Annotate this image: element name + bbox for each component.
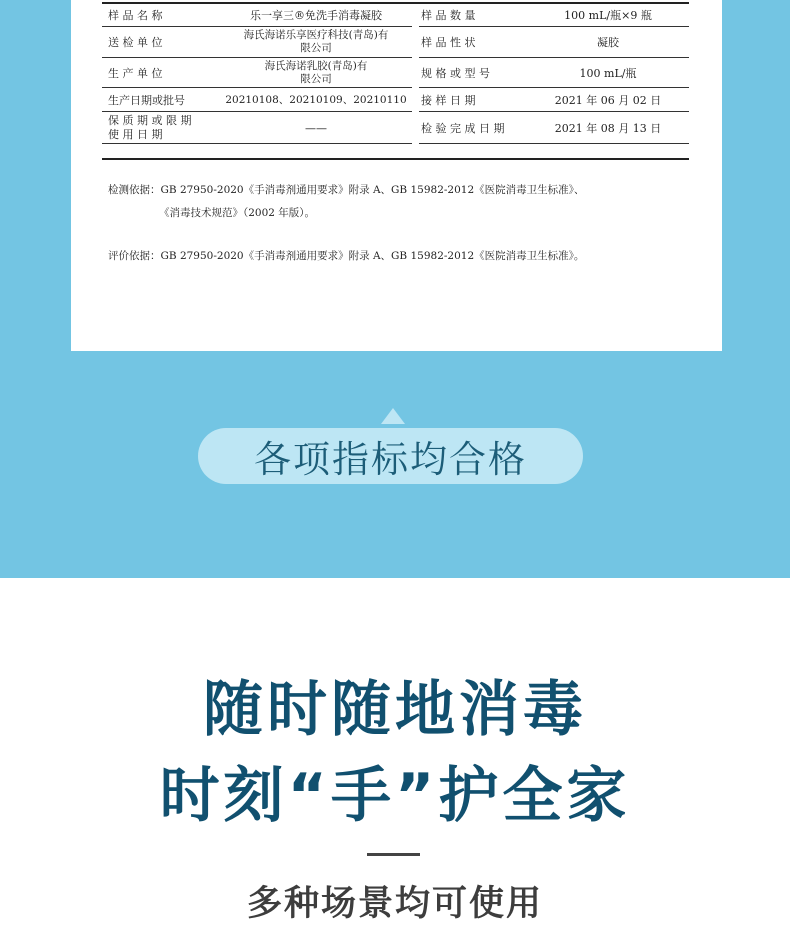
value-sample-state: 凝胶 xyxy=(597,35,619,49)
qualified-badge-text: 各项指标均合格 xyxy=(198,428,583,484)
report-info-table xyxy=(71,0,722,160)
subtitle: 多种场景均可使用 xyxy=(246,884,543,924)
test-report-document xyxy=(71,0,722,351)
row-divider xyxy=(419,87,689,88)
label-manufacturer: 生 产 单 位 xyxy=(108,66,163,80)
label-production-date: 生产日期或批号 xyxy=(108,93,185,107)
value-completion-date: 2021 年 08 月 13 日 xyxy=(554,121,662,135)
label-sample-quantity: 样 品 数 量 xyxy=(421,8,476,22)
evaluation-basis: 评价依据：GB 27950-2020《手消毒剂通用要求》附录 A、GB 15982-2012《医院消毒卫生标准》。 xyxy=(108,250,585,262)
value-receipt-date: 2021 年 06 月 02 日 xyxy=(554,93,662,107)
row-divider xyxy=(102,57,412,58)
value-sample-quantity: 100 mL/瓶×9 瓶 xyxy=(564,8,652,22)
section-divider xyxy=(367,853,420,856)
table-bottom-rule xyxy=(102,158,689,160)
value-manufacturer: 海氏海诺乳胶(青岛)有限公司 xyxy=(264,60,368,85)
label-completion-date: 检 验 完 成 日 期 xyxy=(421,121,505,135)
row-divider xyxy=(419,26,689,27)
testing-basis-line2: 《消毒技术规范》（2002 年版）。 xyxy=(159,207,316,219)
headline-line2: 时刻“手”护全家 xyxy=(159,761,631,831)
row-divider xyxy=(419,143,689,144)
row-divider xyxy=(102,87,412,88)
label-receipt-date: 接 样 日 期 xyxy=(421,93,476,107)
headline-line1: 随时随地消毒 xyxy=(203,675,587,745)
label-shelf-life: 保 质 期 或 限 期 xyxy=(108,113,192,127)
value-production-date: 20210108、20210109、20210110 xyxy=(225,93,407,106)
table-top-rule xyxy=(102,2,689,4)
row-divider xyxy=(419,111,689,112)
row-divider xyxy=(102,143,412,144)
row-divider xyxy=(102,111,412,112)
value-submitting-unit: 海氏海诺乐享医疗科技(青岛)有限公司 xyxy=(243,29,389,54)
value-shelf-life: —— xyxy=(305,121,327,135)
badge-pointer xyxy=(381,408,405,424)
label-submitting-unit: 送 检 单 位 xyxy=(108,35,163,49)
qualified-badge xyxy=(198,408,583,486)
label-sample-state: 样 品 性 状 xyxy=(421,35,476,49)
value-sample-name: 乐一享三®免洗手消毒凝胶 xyxy=(250,8,382,22)
testing-basis-line1: 检测依据：GB 27950-2020《手消毒剂通用要求》附录 A、GB 15982-2012《医院消毒卫生标准》、 xyxy=(108,184,585,196)
value-spec-model: 100 mL/瓶 xyxy=(579,66,637,80)
label-use-date: 使 用 日 期 xyxy=(108,127,163,141)
label-sample-name: 样 品 名 称 xyxy=(108,8,163,22)
label-spec-model: 规 格 或 型 号 xyxy=(421,66,490,80)
row-divider xyxy=(102,26,412,27)
row-divider xyxy=(419,57,689,58)
